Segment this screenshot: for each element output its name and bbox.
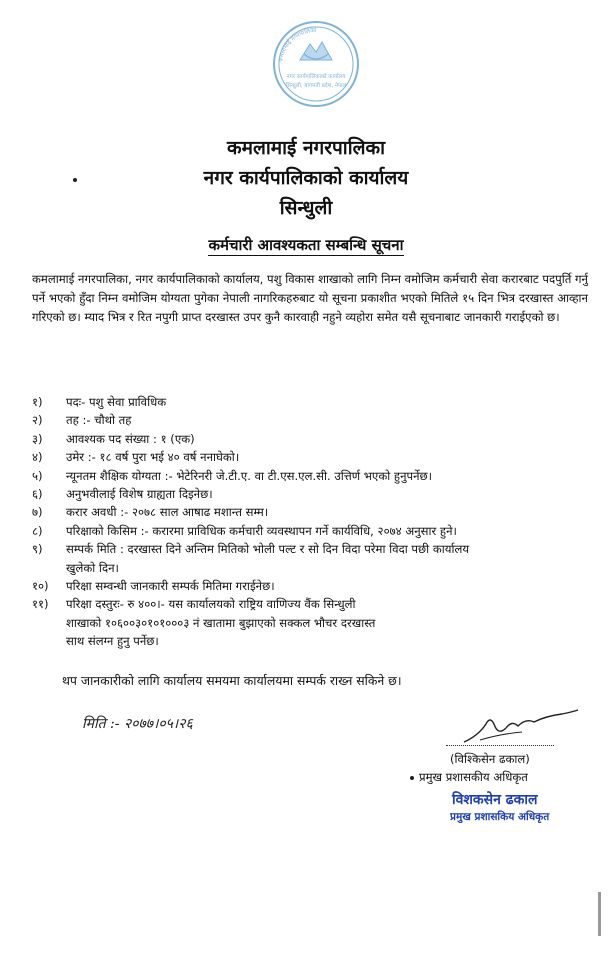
list-item [32, 430, 592, 448]
header-municipality: कमलामाई नगरपालिका [226, 137, 386, 159]
signature-scribble [460, 706, 580, 746]
list-item-text: न्यूनतम शैक्षिक योग्यता :- भेटेरिनरी जे.टी.ए. वा टी.एस.एल.सी. उत्तिर्ण भएको हुनुपर्नेछ। [66, 468, 433, 483]
list-item-text: परिक्षा दस्तुरः- रु ४००।- यस कार्यालयको राष्ट्रिय वाणिज्य वैंक सिन्धुली [66, 597, 356, 612]
list-item-number: २) [32, 413, 43, 428]
list-item-number: ८) [32, 523, 43, 538]
list-item-text: अनुभवीलाई विशेष ग्राह्यता दिइनेछ। [66, 487, 213, 502]
list-item-number: ६) [32, 487, 43, 502]
list-item [32, 448, 592, 466]
list-item-text: खुलेको दिन। [66, 560, 119, 575]
header-office: नगर कार्यपालिकाको कार्यालय [203, 167, 409, 189]
list-item [32, 467, 592, 485]
list-item-text: साथ संलग्न हुनु पर्नेछ। [66, 634, 159, 649]
list-item-text: आवश्यक पद संख्या : १ (एक) [66, 431, 195, 446]
stamp-name: विशकसेन ढकाल [452, 792, 538, 808]
closing-statement: थप जानकारीको लागि कार्यालय समयमा कार्यालयमा सम्पर्क राख्न सकिने छ। [62, 673, 402, 688]
requirements-list [32, 393, 592, 651]
notice-body-paragraph: कमलामाई नगरपालिका, नगर कार्यपालिकाको कार्यालय, पशु विकास शाखाको लागि निम्न वमोजिम कर्मचारी सेवा करारबाट पदपुर्ति गर्नु पर्ने भएको हुँदा निम्न वमोजिम योग्यता पुगेका नेपाली नागरिकहरुबाट यो सूचना प्रकाशीत भएको मितिले १५ दिन भित्र दरखास्त आव्हान गरिएको छ। म्याद भित्र र रित नपुगी प्राप्त दरखास्त उपर कुनै कारवाही नहुने व्यहोरा समेत यसै सूचनाबाट जानकारी गराईएको छ। [32, 272, 588, 324]
seal-text-line2: नगर कार्यपालिकाको कार्यालय [286, 74, 346, 80]
list-item-number: १०) [32, 579, 49, 594]
list-item-number: ३) [32, 431, 43, 446]
list-item [32, 485, 592, 503]
list-item [32, 595, 592, 650]
signatory-name: (विश्किसेन ढकाल) [450, 752, 530, 766]
list-item-number: ९) [32, 542, 43, 557]
header-district: सिन्धुली [279, 197, 333, 219]
handwritten-date: मिति :- २०७७।०५।२६ [82, 716, 193, 732]
list-item [32, 522, 592, 540]
signature-line [446, 745, 554, 746]
list-item-text: परिक्षा सम्वन्धी जानकारी सम्पर्क मितिमा गराईनेछ। [66, 579, 275, 594]
notice-subject-text: कर्मचारी आवश्यकता सम्बन्धि सूचना [208, 236, 404, 254]
list-item [32, 503, 592, 521]
list-item [32, 393, 592, 411]
list-item [32, 411, 592, 429]
list-item-text: तह :- चौथो तह [66, 413, 132, 428]
list-item-text: करार अवधी :- २०७८ साल आषाढ मशान्त सम्म। [66, 505, 269, 520]
list-item-text: उमेर :- १८ वर्ष पुरा भई ४० वर्ष ननाघेको। [66, 450, 240, 465]
scan-edge-mark [598, 892, 601, 936]
seal-text-line1: कमलामाई नगरपालिका [277, 26, 317, 63]
list-item-number: ४) [32, 450, 43, 465]
list-item-text: परिक्षाको किसिम :- करारमा प्राविधिक कर्मचारी व्यवस्थापन गर्ने कार्यविधि, २०७४ अनुसार हुने। [66, 523, 457, 538]
list-item-text: सम्पर्क मिति : दरखास्त दिने अन्तिम मितिको भोली पल्ट र सो दिन विदा परेमा विदा पछी कार्यालय [66, 542, 470, 557]
emblem-icon [300, 42, 332, 60]
seal-text-line3: सिन्धुली, बागमती प्रदेश, नेपाल [285, 83, 347, 89]
list-item-number: १) [32, 395, 43, 409]
signatory-designation: प्रमुख प्रशासकीय अधिकृत [419, 770, 528, 784]
notice-subject [0, 235, 612, 255]
list-item-number: ११) [32, 597, 49, 612]
list-item [32, 577, 592, 595]
stamp-designation: प्रमुख प्रशासकिय अधिकृत [450, 811, 550, 823]
list-item-number: ५) [32, 468, 43, 483]
list-item-text: पदः- पशु सेवा प्राविधिक [66, 395, 167, 409]
list-item [32, 540, 592, 577]
municipality-seal [270, 14, 362, 112]
speck [410, 776, 414, 780]
list-item-number: ७) [32, 505, 43, 520]
list-item-text: शाखाको १०६००३०१०१०००३ नं खातामा बुझाएको सक्कल भौचर दरखास्त [66, 615, 376, 630]
